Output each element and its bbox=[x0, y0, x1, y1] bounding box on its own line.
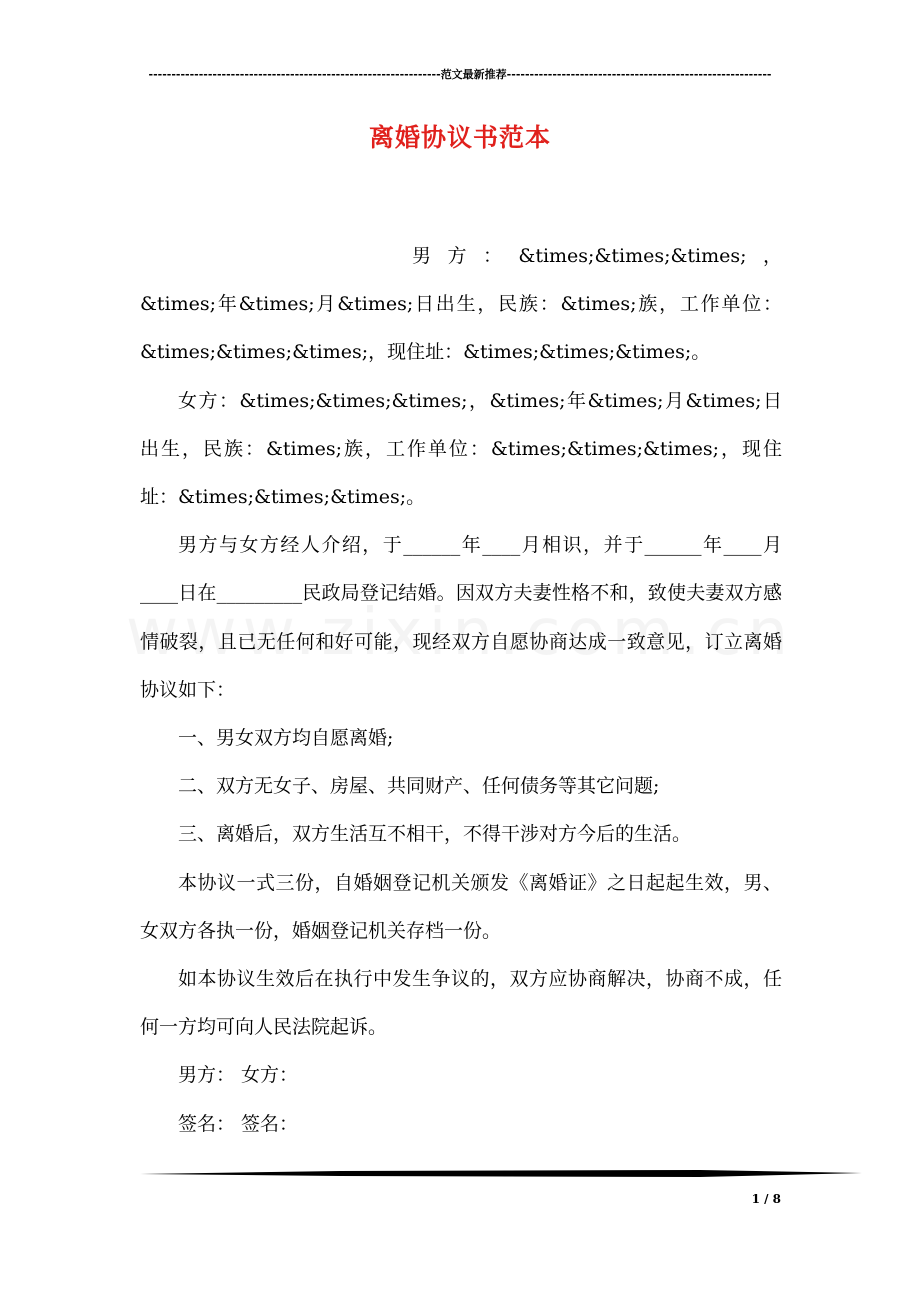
paragraph-female-party: 女方：&times;&times;&times;，&times;年&times;月&times;日出生，民族：&times;族，工作单位：&times;&times;&times;，现住址：&times;&times;&times;。 bbox=[140, 389, 782, 509]
header-recommendation-line: ----------------------------------------------------------------范文最新推荐---------------------------------------------------------- bbox=[148, 68, 772, 81]
party-labels: 男方： 女方： bbox=[178, 1064, 299, 1087]
footer-rule bbox=[140, 1170, 862, 1178]
clause-one: 一、男女双方均自愿离婚; bbox=[178, 727, 394, 750]
paragraph-copies: 本协议一式三份，自婚姻登记机关颁发《离婚证》之日起起生效，男、女双方各执一份，婚姻登记机关存档一份。 bbox=[140, 871, 782, 942]
paragraph-marriage-background: 男方与女方经人介绍，于______年____月相识，并于______年____月____日在_________民政局登记结婚。因双方夫妻性格不和，致使夫妻双方感情破裂，且已无任何和好可能，现经双方自愿协商达成一致意见，订立离婚协议如下： bbox=[140, 534, 782, 701]
paragraph-male-party: 男方：&times;&times;&times;，&times;年&times;月&times;日出生，民族：&times;族，工作单位：&times;&times;&times;，现住址：&times;&times;&times;。 bbox=[140, 245, 782, 364]
document-body bbox=[140, 232, 782, 1148]
clause-two: 二、双方无女子、房屋、共同财产、任何债务等其它问题; bbox=[178, 775, 660, 798]
paragraph-dispute: 如本协议生效后在执行中发生争议的，双方应协商解决，协商不成，任何一方均可向人民法院起诉。 bbox=[140, 968, 782, 1039]
page-number: 1 / 8 bbox=[751, 1192, 781, 1206]
clause-three: 三、离婚后，双方生活互不相干，不得干涉对方今后的生活。 bbox=[178, 823, 692, 846]
signature-labels: 签名： 签名： bbox=[178, 1112, 299, 1135]
document-title: 离婚协议书范本 bbox=[368, 123, 551, 152]
